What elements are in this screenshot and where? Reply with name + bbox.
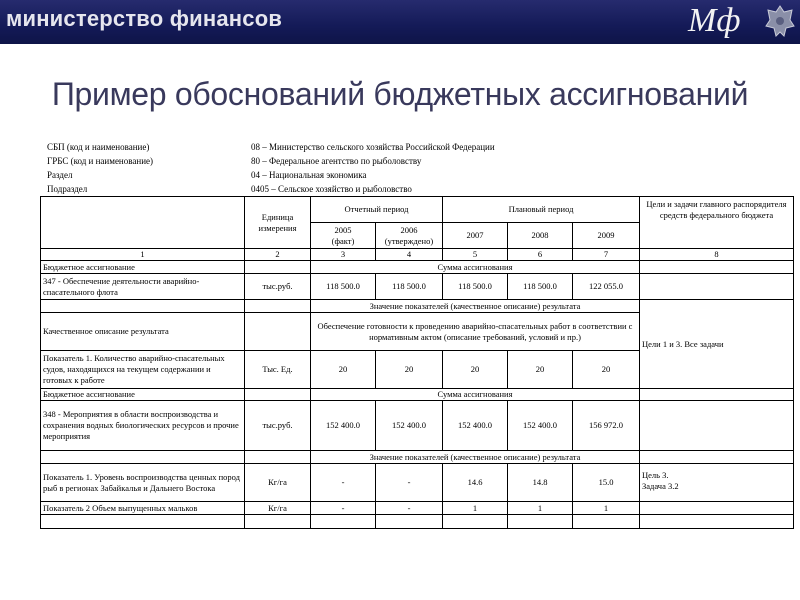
value-cell: 152 400.0 (508, 401, 573, 451)
section-label: Сумма ассигнования (311, 389, 640, 401)
value-cell: 152 400.0 (376, 401, 443, 451)
empty-cell (508, 515, 573, 529)
table-row (41, 464, 794, 502)
row-label: Показатель 1. Количество аварийно-спасательных судов, находящихся на текущем содержании и готовых к работе (41, 351, 245, 389)
table-row (41, 249, 794, 261)
value-cell: 20 (573, 351, 640, 389)
ministry-logo: Мф (688, 2, 741, 39)
unit-cell: Кг/га (245, 502, 311, 515)
value-cell: - (376, 502, 443, 515)
value-cell: 20 (443, 351, 508, 389)
col-number: 2 (245, 249, 311, 261)
value-cell: 14.8 (508, 464, 573, 502)
section-label: Значение показателей (качественное описание) результата (311, 451, 640, 464)
table-row (41, 515, 794, 529)
table-header-unit: Единица измерения (245, 197, 311, 249)
empty-cell (245, 313, 311, 351)
empty-cell (245, 389, 311, 401)
empty-cell (311, 515, 376, 529)
unit-cell: Тыс. Ед. (245, 351, 311, 389)
value-cell: - (311, 464, 376, 502)
empty-cell (245, 261, 311, 274)
empty-cell (41, 300, 245, 313)
unit-cell: Кг/га (245, 464, 311, 502)
value-cell: 15.0 (573, 464, 640, 502)
col-number: 4 (376, 249, 443, 261)
value-cell: 118 500.0 (311, 274, 376, 300)
info-label: СБП (код и наименование) (47, 142, 150, 152)
value-cell: 122 055.0 (573, 274, 640, 300)
year-header: 2008 (508, 223, 573, 249)
empty-cell (245, 451, 311, 464)
info-value: 08 – Министерство сельского хозяйства Российской Федерации (251, 142, 495, 152)
value-cell: 1 (443, 502, 508, 515)
info-value: 80 – Федеральное агентство по рыболовству (251, 156, 422, 166)
row-label: Показатель 1. Уровень воспроизводства ценных пород рыб в регионах Забайкалья и Дальнего Востока (41, 464, 245, 502)
goals-cell: Цели 1 и 3. Все задачи (640, 300, 794, 389)
value-cell: 1 (573, 502, 640, 515)
table-row (41, 389, 794, 401)
unit-cell: тыс.руб. (245, 274, 311, 300)
empty-cell (245, 515, 311, 529)
value-cell: 152 400.0 (443, 401, 508, 451)
unit-cell: тыс.руб. (245, 401, 311, 451)
table-header-goals: Цели и задачи главного распорядителя средств федерального бюджета (640, 197, 794, 249)
info-label: Раздел (47, 170, 73, 180)
info-label: Подраздел (47, 184, 88, 194)
empty-cell (640, 451, 794, 464)
value-cell: 14.6 (443, 464, 508, 502)
value-cell: - (376, 464, 443, 502)
value-cell: 156 972.0 (573, 401, 640, 451)
table-header-reporting: Отчетный период (311, 197, 443, 223)
row-label: Бюджетное ассигнование (41, 389, 245, 401)
budget-table (40, 196, 794, 529)
col-number: 7 (573, 249, 640, 261)
coat-of-arms-icon (764, 4, 796, 40)
empty-cell (41, 451, 245, 464)
table-row (41, 274, 794, 300)
section-label: Значение показателей (качественное описание) результата (311, 300, 640, 313)
year-header: 2006 (утверждено) (376, 223, 443, 249)
empty-cell (376, 515, 443, 529)
row-label: Бюджетное ассигнование (41, 261, 245, 274)
row-label: Качественное описание результата (41, 313, 245, 351)
table-row (41, 401, 794, 451)
goals-cell: Цель 3. Задача 3.2 (640, 464, 794, 502)
col-number: 3 (311, 249, 376, 261)
value-cell: 152 400.0 (311, 401, 376, 451)
info-value: 0405 – Сельское хозяйство и рыболовство (251, 184, 412, 194)
empty-cell (640, 502, 794, 515)
empty-cell (41, 515, 245, 529)
page-title: Пример обоснований бюджетных ассигнований (51, 76, 749, 112)
empty-cell (640, 401, 794, 451)
row-label: 347 - Обеспечение деятельности аварийно-спасательного флота (41, 274, 245, 300)
table-row (41, 300, 794, 313)
empty-cell (573, 515, 640, 529)
year-header: 2007 (443, 223, 508, 249)
value-cell: 20 (311, 351, 376, 389)
value-cell: 118 500.0 (508, 274, 573, 300)
header-bar (0, 0, 800, 44)
info-value: 04 – Национальная экономика (251, 170, 367, 180)
year-header: 2005 (факт) (311, 223, 376, 249)
table-row (41, 261, 794, 274)
empty-cell (443, 515, 508, 529)
table-row (41, 502, 794, 515)
value-cell: 118 500.0 (443, 274, 508, 300)
empty-cell (640, 261, 794, 274)
row-label: 348 - Мероприятия в области воспроизводства и сохранения водных биологических ресурсов и прочие мероприятия (41, 401, 245, 451)
col-number: 6 (508, 249, 573, 261)
empty-cell (640, 274, 794, 300)
value-cell: 118 500.0 (376, 274, 443, 300)
info-label: ГРБС (код и наименование) (47, 156, 154, 166)
year-header: 2009 (573, 223, 640, 249)
empty-cell (245, 300, 311, 313)
value-cell: 20 (376, 351, 443, 389)
col-number: 5 (443, 249, 508, 261)
value-cell: 1 (508, 502, 573, 515)
table-header-empty (41, 197, 245, 249)
brand-title: министерство финансов (6, 6, 283, 31)
quality-description: Обеспечение готовности к проведению аварийно-спасательных работ в соответствии с нормативным актом (описание требований, условий и пр.) (311, 313, 640, 351)
empty-cell (640, 515, 794, 529)
table-header-planned: Плановый период (443, 197, 640, 223)
empty-cell (640, 389, 794, 401)
row-label: Показатель 2 Объем выпущенных мальков (41, 502, 245, 515)
value-cell: 20 (508, 351, 573, 389)
col-number: 1 (41, 249, 245, 261)
value-cell: - (311, 502, 376, 515)
table-row (41, 451, 794, 464)
col-number: 8 (640, 249, 794, 261)
section-label: Сумма ассигнования (311, 261, 640, 274)
